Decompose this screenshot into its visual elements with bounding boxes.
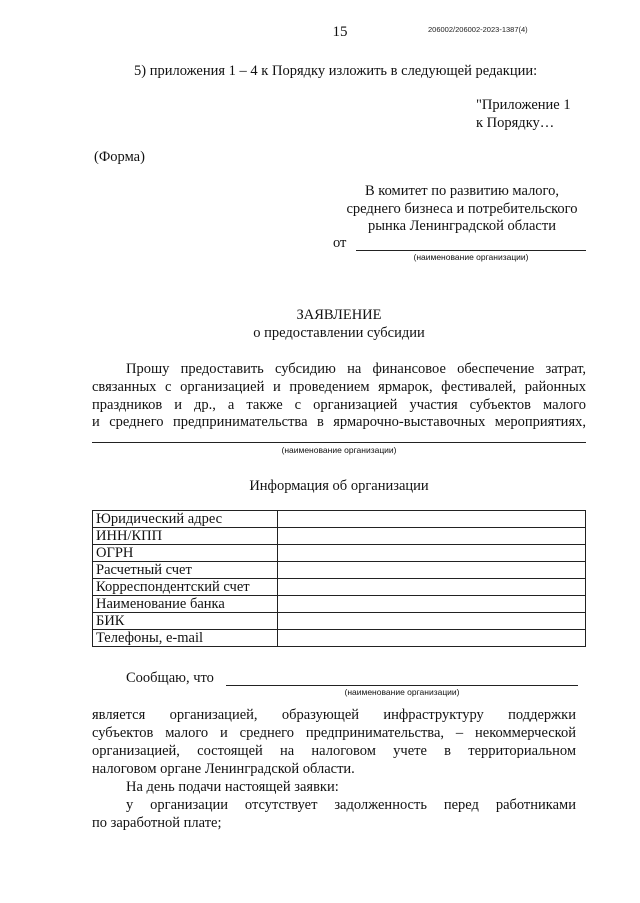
info-label-bik: БИК xyxy=(93,613,278,630)
request-line1: Прошу предоставить субсидию на финансовое обеспечение затрат, xyxy=(126,361,586,377)
addressee-line2: среднего бизнеса и потребительского xyxy=(346,201,578,217)
report-line1: является организацией, образующей инфраструктуру поддержки xyxy=(92,707,576,723)
intro-line: 5) приложения 1 – 4 к Порядку изложить в следующей редакции: xyxy=(134,63,538,79)
table-row xyxy=(93,511,586,528)
table-row xyxy=(93,545,586,562)
organization-info-table xyxy=(92,510,586,647)
request-line3: праздников и др., а также с организацией участия субъектов малого xyxy=(92,397,586,413)
table-row xyxy=(93,562,586,579)
info-value-ogrn[interactable] xyxy=(278,545,586,562)
info-label-correspondent-account: Корреспондентский счет xyxy=(93,579,278,596)
info-value-phones-email[interactable] xyxy=(278,630,586,647)
report-line4: налоговом органе Ленинградской области. xyxy=(92,761,355,777)
table-row xyxy=(93,579,586,596)
request-line2: связанных с организацией и проведением ярмарок, фестивалей, районных xyxy=(92,379,586,395)
info-value-bank-name[interactable] xyxy=(278,596,586,613)
document-subtitle: о предоставлении субсидии xyxy=(253,325,425,341)
report-line7: по заработной плате; xyxy=(92,815,222,831)
addressee-line1: В комитет по развитию малого, xyxy=(364,183,560,199)
info-label-settlement-account: Расчетный счет xyxy=(93,562,278,579)
table-row xyxy=(93,613,586,630)
table-row xyxy=(93,630,586,647)
page-number: 15 xyxy=(332,24,348,40)
organization-name-caption: (наименование организации) xyxy=(281,445,397,455)
info-label-inn-kpp: ИНН/КПП xyxy=(93,528,278,545)
info-value-legal-address[interactable] xyxy=(278,511,586,528)
report-line5: На день подачи настоящей заявки: xyxy=(126,779,339,795)
appendix-label-line2: к Порядку… xyxy=(476,115,555,131)
info-value-inn-kpp[interactable] xyxy=(278,528,586,545)
report-line2: субъектов малого и среднего предпринимательства, – некоммерческой xyxy=(92,725,576,741)
info-value-correspondent-account[interactable] xyxy=(278,579,586,596)
form-label: (Форма) xyxy=(94,149,145,165)
appendix-label-line1: "Приложение 1 xyxy=(476,97,571,113)
report-organization-line xyxy=(226,685,578,686)
report-label: Сообщаю, что xyxy=(126,670,214,686)
table-row xyxy=(93,596,586,613)
document-id: 206002/206002-2023-1387(4) xyxy=(428,25,528,34)
organization-name-line xyxy=(92,442,586,443)
from-label: от xyxy=(333,235,347,251)
info-label-legal-address: Юридический адрес xyxy=(93,511,278,528)
info-label-bank-name: Наименование банка xyxy=(93,596,278,613)
from-caption: (наименование организации) xyxy=(413,252,529,262)
info-section-heading: Информация об организации xyxy=(249,478,429,494)
from-field-line xyxy=(356,250,586,251)
report-line3: организацией, состоящей на налоговом учете в территориальном xyxy=(92,743,576,759)
addressee-line3: рынка Ленинградской области xyxy=(368,218,556,234)
report-line6: у организации отсутствует задолженность перед работниками xyxy=(126,797,576,813)
report-organization-caption: (наименование организации) xyxy=(344,687,460,697)
info-label-phones-email: Телефоны, e-mail xyxy=(93,630,278,647)
info-value-bik[interactable] xyxy=(278,613,586,630)
info-label-ogrn: ОГРН xyxy=(93,545,278,562)
request-line4: и среднего предпринимательства в ярмарочно-выставочных мероприятиях, xyxy=(92,414,586,430)
document-title: ЗАЯВЛЕНИЕ xyxy=(296,307,382,323)
info-value-settlement-account[interactable] xyxy=(278,562,586,579)
table-row xyxy=(93,528,586,545)
